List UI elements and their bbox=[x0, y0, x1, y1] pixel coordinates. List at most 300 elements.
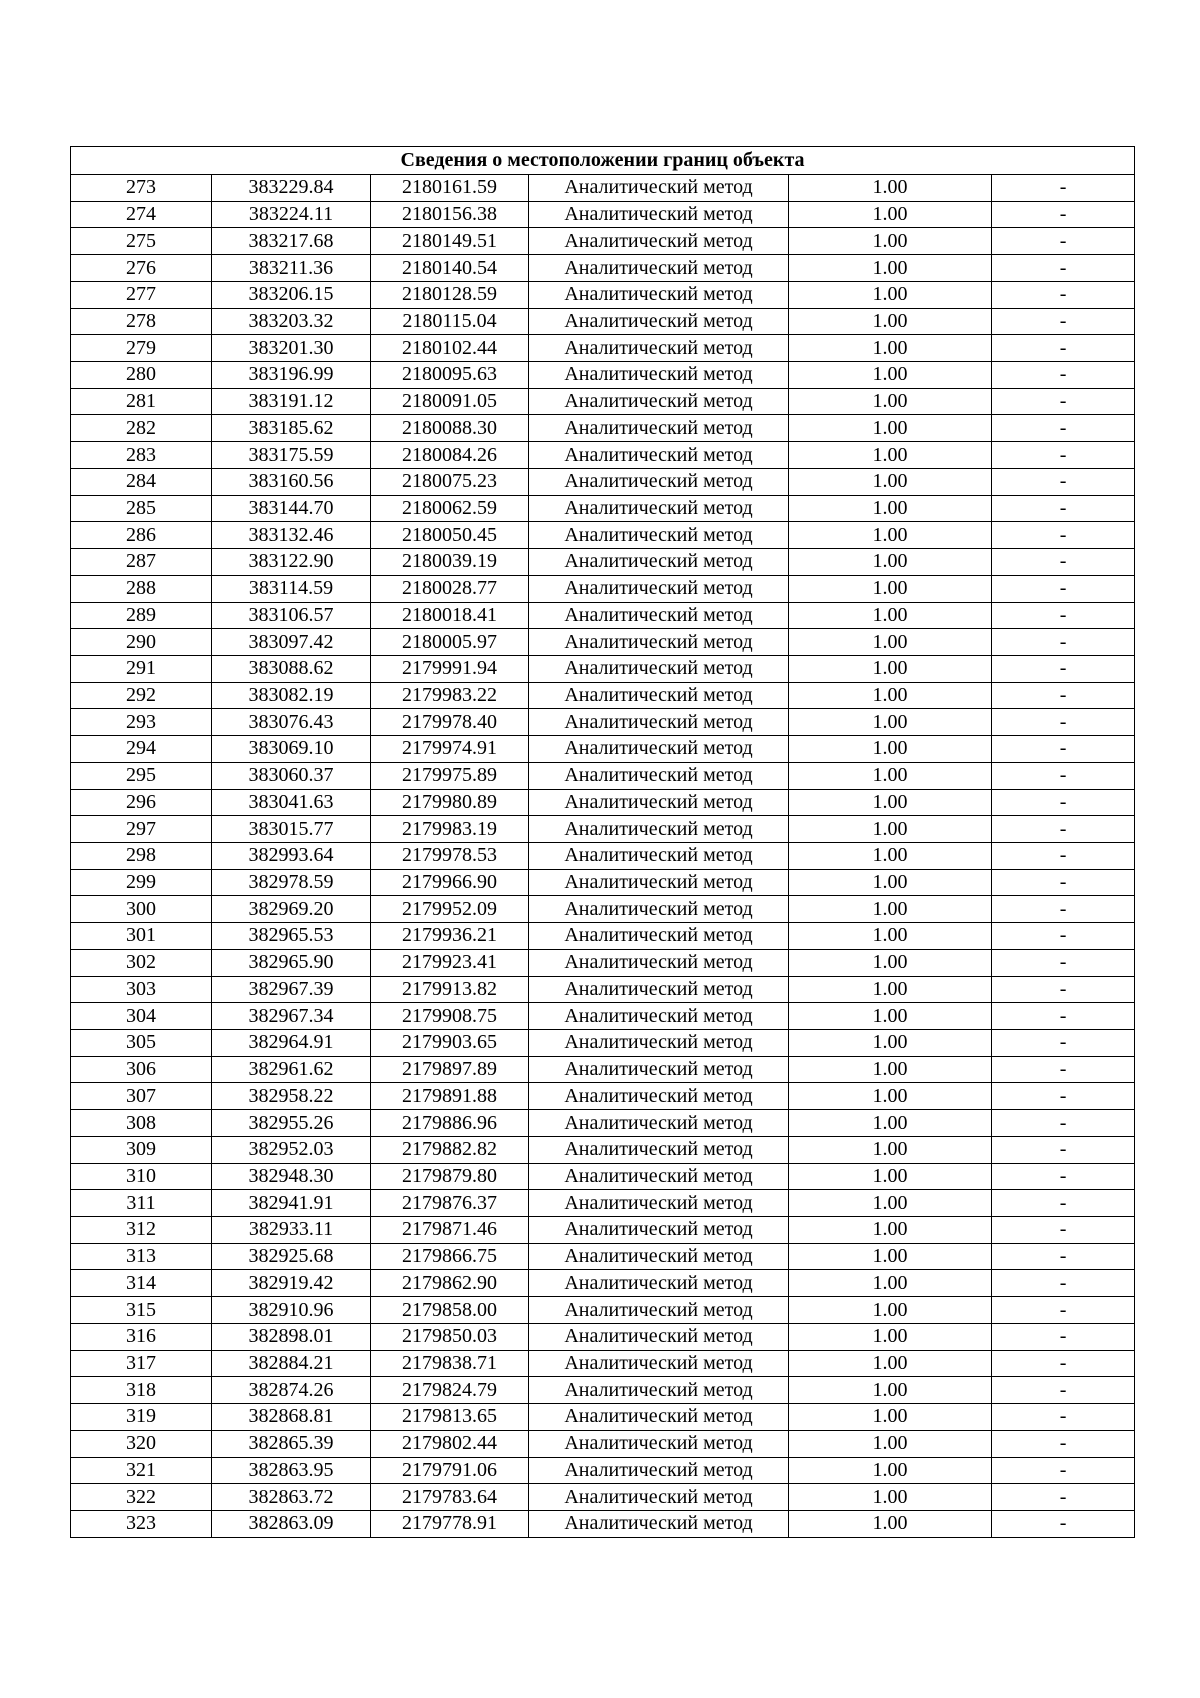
table-row bbox=[71, 1030, 1135, 1057]
description-cell: - bbox=[992, 736, 1135, 763]
description-cell: - bbox=[992, 629, 1135, 656]
accuracy-cell: 1.00 bbox=[789, 415, 992, 442]
method-cell: Аналитический метод bbox=[529, 335, 789, 362]
point-number-cell: 308 bbox=[71, 1110, 212, 1137]
point-number-cell: 293 bbox=[71, 709, 212, 736]
table-row bbox=[71, 682, 1135, 709]
y-coordinate-cell: 2179802.44 bbox=[371, 1430, 529, 1457]
point-number-cell: 317 bbox=[71, 1350, 212, 1377]
method-cell: Аналитический метод bbox=[529, 1404, 789, 1431]
x-coordinate-cell: 382952.03 bbox=[212, 1136, 371, 1163]
table-row bbox=[71, 575, 1135, 602]
table-row bbox=[71, 1110, 1135, 1137]
point-number-cell: 306 bbox=[71, 1056, 212, 1083]
description-cell: - bbox=[992, 255, 1135, 282]
description-cell: - bbox=[992, 1510, 1135, 1537]
method-cell: Аналитический метод bbox=[529, 442, 789, 469]
description-cell: - bbox=[992, 281, 1135, 308]
point-number-cell: 298 bbox=[71, 842, 212, 869]
accuracy-cell: 1.00 bbox=[789, 1110, 992, 1137]
x-coordinate-cell: 382874.26 bbox=[212, 1377, 371, 1404]
table-row bbox=[71, 789, 1135, 816]
y-coordinate-cell: 2179913.82 bbox=[371, 976, 529, 1003]
description-cell: - bbox=[992, 682, 1135, 709]
y-coordinate-cell: 2179882.82 bbox=[371, 1136, 529, 1163]
x-coordinate-cell: 383203.32 bbox=[212, 308, 371, 335]
x-coordinate-cell: 383206.15 bbox=[212, 281, 371, 308]
description-cell: - bbox=[992, 388, 1135, 415]
y-coordinate-cell: 2179966.90 bbox=[371, 869, 529, 896]
accuracy-cell: 1.00 bbox=[789, 1163, 992, 1190]
accuracy-cell: 1.00 bbox=[789, 362, 992, 389]
description-cell: - bbox=[992, 362, 1135, 389]
description-cell: - bbox=[992, 709, 1135, 736]
table-row bbox=[71, 1350, 1135, 1377]
accuracy-cell: 1.00 bbox=[789, 816, 992, 843]
point-number-cell: 290 bbox=[71, 629, 212, 656]
y-coordinate-cell: 2179978.53 bbox=[371, 842, 529, 869]
point-number-cell: 322 bbox=[71, 1484, 212, 1511]
y-coordinate-cell: 2180156.38 bbox=[371, 201, 529, 228]
table-row bbox=[71, 709, 1135, 736]
method-cell: Аналитический метод bbox=[529, 1136, 789, 1163]
table-row bbox=[71, 495, 1135, 522]
description-cell: - bbox=[992, 842, 1135, 869]
y-coordinate-cell: 2179783.64 bbox=[371, 1484, 529, 1511]
accuracy-cell: 1.00 bbox=[789, 495, 992, 522]
method-cell: Аналитический метод bbox=[529, 255, 789, 282]
y-coordinate-cell: 2180018.41 bbox=[371, 602, 529, 629]
point-number-cell: 273 bbox=[71, 175, 212, 202]
table-row bbox=[71, 1510, 1135, 1537]
point-number-cell: 278 bbox=[71, 308, 212, 335]
point-number-cell: 279 bbox=[71, 335, 212, 362]
description-cell: - bbox=[992, 816, 1135, 843]
method-cell: Аналитический метод bbox=[529, 602, 789, 629]
description-cell: - bbox=[992, 1243, 1135, 1270]
description-cell: - bbox=[992, 923, 1135, 950]
description-cell: - bbox=[992, 228, 1135, 255]
method-cell: Аналитический метод bbox=[529, 709, 789, 736]
description-cell: - bbox=[992, 522, 1135, 549]
x-coordinate-cell: 383175.59 bbox=[212, 442, 371, 469]
x-coordinate-cell: 382884.21 bbox=[212, 1350, 371, 1377]
method-cell: Аналитический метод bbox=[529, 1510, 789, 1537]
method-cell: Аналитический метод bbox=[529, 816, 789, 843]
table-row bbox=[71, 842, 1135, 869]
y-coordinate-cell: 2179871.46 bbox=[371, 1217, 529, 1244]
method-cell: Аналитический метод bbox=[529, 1030, 789, 1057]
method-cell: Аналитический метод bbox=[529, 655, 789, 682]
table-row bbox=[71, 228, 1135, 255]
accuracy-cell: 1.00 bbox=[789, 1430, 992, 1457]
accuracy-cell: 1.00 bbox=[789, 602, 992, 629]
description-cell: - bbox=[992, 1270, 1135, 1297]
method-cell: Аналитический метод bbox=[529, 1377, 789, 1404]
table-row bbox=[71, 522, 1135, 549]
method-cell: Аналитический метод bbox=[529, 896, 789, 923]
point-number-cell: 281 bbox=[71, 388, 212, 415]
table-row bbox=[71, 1083, 1135, 1110]
description-cell: - bbox=[992, 201, 1135, 228]
description-cell: - bbox=[992, 175, 1135, 202]
point-number-cell: 307 bbox=[71, 1083, 212, 1110]
description-cell: - bbox=[992, 1190, 1135, 1217]
point-number-cell: 292 bbox=[71, 682, 212, 709]
description-cell: - bbox=[992, 308, 1135, 335]
point-number-cell: 318 bbox=[71, 1377, 212, 1404]
accuracy-cell: 1.00 bbox=[789, 468, 992, 495]
x-coordinate-cell: 382863.95 bbox=[212, 1457, 371, 1484]
method-cell: Аналитический метод bbox=[529, 1083, 789, 1110]
description-cell: - bbox=[992, 1163, 1135, 1190]
method-cell: Аналитический метод bbox=[529, 175, 789, 202]
method-cell: Аналитический метод bbox=[529, 1003, 789, 1030]
point-number-cell: 280 bbox=[71, 362, 212, 389]
point-number-cell: 320 bbox=[71, 1430, 212, 1457]
y-coordinate-cell: 2179908.75 bbox=[371, 1003, 529, 1030]
accuracy-cell: 1.00 bbox=[789, 923, 992, 950]
y-coordinate-cell: 2179974.91 bbox=[371, 736, 529, 763]
table-row bbox=[71, 1243, 1135, 1270]
table-row bbox=[71, 1190, 1135, 1217]
x-coordinate-cell: 382967.39 bbox=[212, 976, 371, 1003]
y-coordinate-cell: 2180028.77 bbox=[371, 575, 529, 602]
accuracy-cell: 1.00 bbox=[789, 869, 992, 896]
table-title: Сведения о местоположении границ объекта bbox=[71, 147, 1135, 175]
description-cell: - bbox=[992, 1110, 1135, 1137]
point-number-cell: 296 bbox=[71, 789, 212, 816]
y-coordinate-cell: 2179983.22 bbox=[371, 682, 529, 709]
accuracy-cell: 1.00 bbox=[789, 1217, 992, 1244]
description-cell: - bbox=[992, 1484, 1135, 1511]
x-coordinate-cell: 383217.68 bbox=[212, 228, 371, 255]
method-cell: Аналитический метод bbox=[529, 1163, 789, 1190]
x-coordinate-cell: 383196.99 bbox=[212, 362, 371, 389]
point-number-cell: 276 bbox=[71, 255, 212, 282]
x-coordinate-cell: 382865.39 bbox=[212, 1430, 371, 1457]
accuracy-cell: 1.00 bbox=[789, 1510, 992, 1537]
y-coordinate-cell: 2180084.26 bbox=[371, 442, 529, 469]
accuracy-cell: 1.00 bbox=[789, 1484, 992, 1511]
method-cell: Аналитический метод bbox=[529, 308, 789, 335]
x-coordinate-cell: 383160.56 bbox=[212, 468, 371, 495]
table-row bbox=[71, 816, 1135, 843]
y-coordinate-cell: 2179813.65 bbox=[371, 1404, 529, 1431]
accuracy-cell: 1.00 bbox=[789, 255, 992, 282]
y-coordinate-cell: 2179778.91 bbox=[371, 1510, 529, 1537]
x-coordinate-cell: 382863.72 bbox=[212, 1484, 371, 1511]
point-number-cell: 287 bbox=[71, 549, 212, 576]
table-body bbox=[71, 147, 1135, 1538]
point-number-cell: 289 bbox=[71, 602, 212, 629]
description-cell: - bbox=[992, 1430, 1135, 1457]
x-coordinate-cell: 382967.34 bbox=[212, 1003, 371, 1030]
accuracy-cell: 1.00 bbox=[789, 388, 992, 415]
accuracy-cell: 1.00 bbox=[789, 1377, 992, 1404]
x-coordinate-cell: 382965.90 bbox=[212, 949, 371, 976]
x-coordinate-cell: 383088.62 bbox=[212, 655, 371, 682]
point-number-cell: 283 bbox=[71, 442, 212, 469]
method-cell: Аналитический метод bbox=[529, 549, 789, 576]
point-number-cell: 300 bbox=[71, 896, 212, 923]
point-number-cell: 302 bbox=[71, 949, 212, 976]
table-row bbox=[71, 949, 1135, 976]
x-coordinate-cell: 382898.01 bbox=[212, 1323, 371, 1350]
x-coordinate-cell: 383097.42 bbox=[212, 629, 371, 656]
table-row bbox=[71, 1377, 1135, 1404]
accuracy-cell: 1.00 bbox=[789, 308, 992, 335]
x-coordinate-cell: 382978.59 bbox=[212, 869, 371, 896]
table-row bbox=[71, 1430, 1135, 1457]
table-row bbox=[71, 201, 1135, 228]
accuracy-cell: 1.00 bbox=[789, 335, 992, 362]
x-coordinate-cell: 382993.64 bbox=[212, 842, 371, 869]
x-coordinate-cell: 382925.68 bbox=[212, 1243, 371, 1270]
accuracy-cell: 1.00 bbox=[789, 709, 992, 736]
y-coordinate-cell: 2179991.94 bbox=[371, 655, 529, 682]
y-coordinate-cell: 2179824.79 bbox=[371, 1377, 529, 1404]
description-cell: - bbox=[992, 1404, 1135, 1431]
x-coordinate-cell: 383082.19 bbox=[212, 682, 371, 709]
method-cell: Аналитический метод bbox=[529, 388, 789, 415]
y-coordinate-cell: 2180005.97 bbox=[371, 629, 529, 656]
table-row bbox=[71, 388, 1135, 415]
y-coordinate-cell: 2180149.51 bbox=[371, 228, 529, 255]
point-number-cell: 311 bbox=[71, 1190, 212, 1217]
point-number-cell: 274 bbox=[71, 201, 212, 228]
method-cell: Аналитический метод bbox=[529, 976, 789, 1003]
y-coordinate-cell: 2179936.21 bbox=[371, 923, 529, 950]
x-coordinate-cell: 382910.96 bbox=[212, 1297, 371, 1324]
y-coordinate-cell: 2179891.88 bbox=[371, 1083, 529, 1110]
accuracy-cell: 1.00 bbox=[789, 655, 992, 682]
y-coordinate-cell: 2179862.90 bbox=[371, 1270, 529, 1297]
method-cell: Аналитический метод bbox=[529, 575, 789, 602]
description-cell: - bbox=[992, 1003, 1135, 1030]
table-row bbox=[71, 1136, 1135, 1163]
accuracy-cell: 1.00 bbox=[789, 736, 992, 763]
point-number-cell: 315 bbox=[71, 1297, 212, 1324]
x-coordinate-cell: 383229.84 bbox=[212, 175, 371, 202]
accuracy-cell: 1.00 bbox=[789, 228, 992, 255]
description-cell: - bbox=[992, 1377, 1135, 1404]
description-cell: - bbox=[992, 1083, 1135, 1110]
description-cell: - bbox=[992, 442, 1135, 469]
x-coordinate-cell: 382964.91 bbox=[212, 1030, 371, 1057]
table-row bbox=[71, 1270, 1135, 1297]
point-number-cell: 299 bbox=[71, 869, 212, 896]
description-cell: - bbox=[992, 495, 1135, 522]
y-coordinate-cell: 2179952.09 bbox=[371, 896, 529, 923]
x-coordinate-cell: 383106.57 bbox=[212, 602, 371, 629]
y-coordinate-cell: 2179858.00 bbox=[371, 1297, 529, 1324]
x-coordinate-cell: 382933.11 bbox=[212, 1217, 371, 1244]
method-cell: Аналитический метод bbox=[529, 789, 789, 816]
x-coordinate-cell: 382955.26 bbox=[212, 1110, 371, 1137]
table-row bbox=[71, 255, 1135, 282]
point-number-cell: 304 bbox=[71, 1003, 212, 1030]
x-coordinate-cell: 382863.09 bbox=[212, 1510, 371, 1537]
description-cell: - bbox=[992, 896, 1135, 923]
x-coordinate-cell: 382965.53 bbox=[212, 923, 371, 950]
table-row bbox=[71, 1163, 1135, 1190]
point-number-cell: 312 bbox=[71, 1217, 212, 1244]
method-cell: Аналитический метод bbox=[529, 522, 789, 549]
description-cell: - bbox=[992, 949, 1135, 976]
y-coordinate-cell: 2179975.89 bbox=[371, 762, 529, 789]
table-row bbox=[71, 629, 1135, 656]
x-coordinate-cell: 382969.20 bbox=[212, 896, 371, 923]
description-cell: - bbox=[992, 655, 1135, 682]
x-coordinate-cell: 383191.12 bbox=[212, 388, 371, 415]
y-coordinate-cell: 2180088.30 bbox=[371, 415, 529, 442]
method-cell: Аналитический метод bbox=[529, 1297, 789, 1324]
description-cell: - bbox=[992, 1297, 1135, 1324]
method-cell: Аналитический метод bbox=[529, 1430, 789, 1457]
point-number-cell: 282 bbox=[71, 415, 212, 442]
accuracy-cell: 1.00 bbox=[789, 1297, 992, 1324]
point-number-cell: 316 bbox=[71, 1323, 212, 1350]
x-coordinate-cell: 382941.91 bbox=[212, 1190, 371, 1217]
y-coordinate-cell: 2179897.89 bbox=[371, 1056, 529, 1083]
table-row bbox=[71, 1404, 1135, 1431]
x-coordinate-cell: 382919.42 bbox=[212, 1270, 371, 1297]
point-number-cell: 301 bbox=[71, 923, 212, 950]
x-coordinate-cell: 383185.62 bbox=[212, 415, 371, 442]
table-row bbox=[71, 1217, 1135, 1244]
x-coordinate-cell: 383076.43 bbox=[212, 709, 371, 736]
method-cell: Аналитический метод bbox=[529, 1190, 789, 1217]
table-row bbox=[71, 281, 1135, 308]
table-row bbox=[71, 549, 1135, 576]
method-cell: Аналитический метод bbox=[529, 949, 789, 976]
table-row bbox=[71, 415, 1135, 442]
method-cell: Аналитический метод bbox=[529, 629, 789, 656]
y-coordinate-cell: 2179980.89 bbox=[371, 789, 529, 816]
y-coordinate-cell: 2180095.63 bbox=[371, 362, 529, 389]
accuracy-cell: 1.00 bbox=[789, 281, 992, 308]
table-row bbox=[71, 175, 1135, 202]
accuracy-cell: 1.00 bbox=[789, 1457, 992, 1484]
accuracy-cell: 1.00 bbox=[789, 1083, 992, 1110]
y-coordinate-cell: 2179983.19 bbox=[371, 816, 529, 843]
description-cell: - bbox=[992, 1217, 1135, 1244]
accuracy-cell: 1.00 bbox=[789, 949, 992, 976]
accuracy-cell: 1.00 bbox=[789, 976, 992, 1003]
accuracy-cell: 1.00 bbox=[789, 549, 992, 576]
point-number-cell: 288 bbox=[71, 575, 212, 602]
table-row bbox=[71, 896, 1135, 923]
y-coordinate-cell: 2180091.05 bbox=[371, 388, 529, 415]
point-number-cell: 291 bbox=[71, 655, 212, 682]
accuracy-cell: 1.00 bbox=[789, 201, 992, 228]
method-cell: Аналитический метод bbox=[529, 1270, 789, 1297]
table-row bbox=[71, 602, 1135, 629]
table-row bbox=[71, 976, 1135, 1003]
x-coordinate-cell: 382958.22 bbox=[212, 1083, 371, 1110]
accuracy-cell: 1.00 bbox=[789, 522, 992, 549]
description-cell: - bbox=[992, 335, 1135, 362]
description-cell: - bbox=[992, 575, 1135, 602]
table-row bbox=[71, 468, 1135, 495]
accuracy-cell: 1.00 bbox=[789, 789, 992, 816]
method-cell: Аналитический метод bbox=[529, 281, 789, 308]
description-cell: - bbox=[992, 789, 1135, 816]
accuracy-cell: 1.00 bbox=[789, 175, 992, 202]
table-row bbox=[71, 1056, 1135, 1083]
x-coordinate-cell: 383122.90 bbox=[212, 549, 371, 576]
x-coordinate-cell: 383201.30 bbox=[212, 335, 371, 362]
description-cell: - bbox=[992, 549, 1135, 576]
description-cell: - bbox=[992, 602, 1135, 629]
table-row bbox=[71, 362, 1135, 389]
method-cell: Аналитический метод bbox=[529, 415, 789, 442]
method-cell: Аналитический метод bbox=[529, 682, 789, 709]
y-coordinate-cell: 2180062.59 bbox=[371, 495, 529, 522]
method-cell: Аналитический метод bbox=[529, 923, 789, 950]
description-cell: - bbox=[992, 869, 1135, 896]
accuracy-cell: 1.00 bbox=[789, 896, 992, 923]
point-number-cell: 275 bbox=[71, 228, 212, 255]
description-cell: - bbox=[992, 1030, 1135, 1057]
accuracy-cell: 1.00 bbox=[789, 629, 992, 656]
description-cell: - bbox=[992, 468, 1135, 495]
table-row bbox=[71, 655, 1135, 682]
y-coordinate-cell: 2180128.59 bbox=[371, 281, 529, 308]
y-coordinate-cell: 2179886.96 bbox=[371, 1110, 529, 1137]
x-coordinate-cell: 383114.59 bbox=[212, 575, 371, 602]
method-cell: Аналитический метод bbox=[529, 362, 789, 389]
y-coordinate-cell: 2180039.19 bbox=[371, 549, 529, 576]
method-cell: Аналитический метод bbox=[529, 228, 789, 255]
y-coordinate-cell: 2179923.41 bbox=[371, 949, 529, 976]
y-coordinate-cell: 2179879.80 bbox=[371, 1163, 529, 1190]
y-coordinate-cell: 2179850.03 bbox=[371, 1323, 529, 1350]
accuracy-cell: 1.00 bbox=[789, 1350, 992, 1377]
accuracy-cell: 1.00 bbox=[789, 1030, 992, 1057]
method-cell: Аналитический метод bbox=[529, 842, 789, 869]
accuracy-cell: 1.00 bbox=[789, 1056, 992, 1083]
table-row bbox=[71, 1323, 1135, 1350]
method-cell: Аналитический метод bbox=[529, 736, 789, 763]
accuracy-cell: 1.00 bbox=[789, 682, 992, 709]
method-cell: Аналитический метод bbox=[529, 1110, 789, 1137]
accuracy-cell: 1.00 bbox=[789, 575, 992, 602]
method-cell: Аналитический метод bbox=[529, 869, 789, 896]
x-coordinate-cell: 382868.81 bbox=[212, 1404, 371, 1431]
point-number-cell: 314 bbox=[71, 1270, 212, 1297]
point-number-cell: 295 bbox=[71, 762, 212, 789]
accuracy-cell: 1.00 bbox=[789, 1190, 992, 1217]
point-number-cell: 286 bbox=[71, 522, 212, 549]
table-title-row bbox=[71, 147, 1135, 175]
description-cell: - bbox=[992, 762, 1135, 789]
description-cell: - bbox=[992, 1457, 1135, 1484]
description-cell: - bbox=[992, 1136, 1135, 1163]
method-cell: Аналитический метод bbox=[529, 1056, 789, 1083]
accuracy-cell: 1.00 bbox=[789, 1270, 992, 1297]
method-cell: Аналитический метод bbox=[529, 1217, 789, 1244]
method-cell: Аналитический метод bbox=[529, 201, 789, 228]
point-number-cell: 285 bbox=[71, 495, 212, 522]
description-cell: - bbox=[992, 1350, 1135, 1377]
table-row bbox=[71, 335, 1135, 362]
y-coordinate-cell: 2179978.40 bbox=[371, 709, 529, 736]
x-coordinate-cell: 383069.10 bbox=[212, 736, 371, 763]
x-coordinate-cell: 382961.62 bbox=[212, 1056, 371, 1083]
method-cell: Аналитический метод bbox=[529, 1457, 789, 1484]
